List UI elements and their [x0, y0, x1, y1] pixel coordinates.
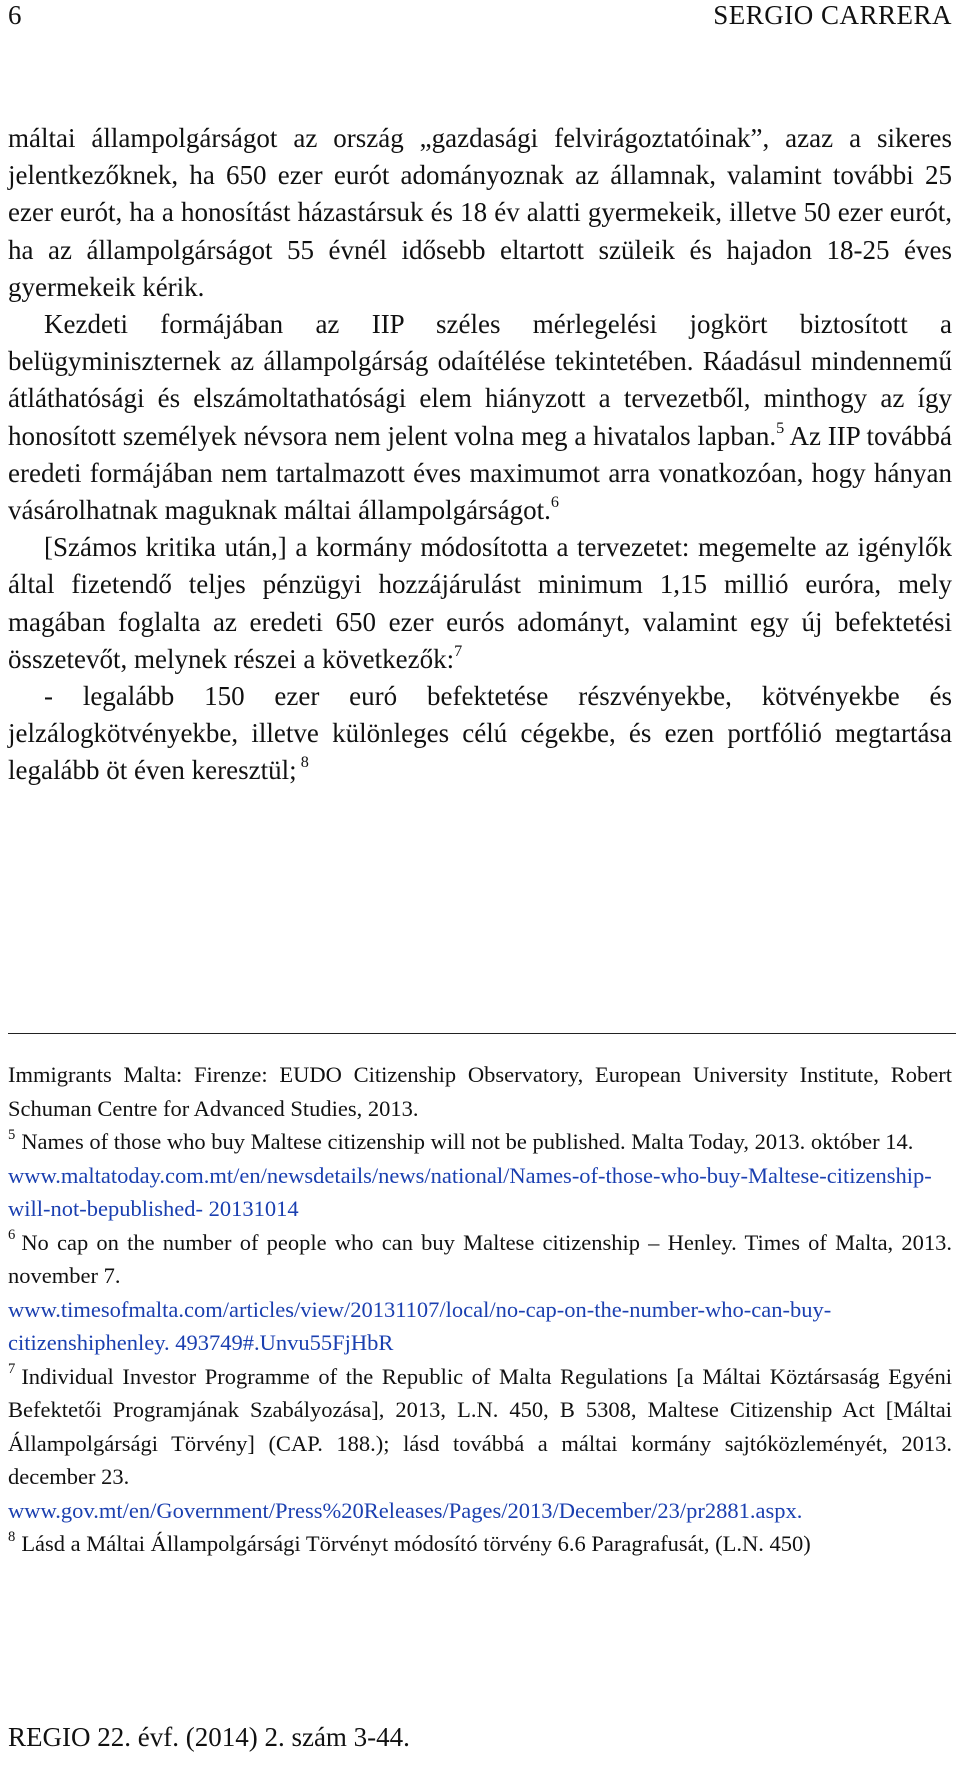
page-number: 6: [8, 0, 22, 30]
footnote-6-number: 6: [8, 1227, 16, 1244]
paragraph-1: máltai állampolgárságot az ország „gazdasági felvirágoztatóinak”, azaz a sikeres jelentkezőknek, ha 650 ezer eurót adományoznak az államnak, valamint további 25 ezer eurót, ha a honosítást házastársuk és 18 év alatti gyermekeik, illetve 50 ezer eurót, ha az állampolgárságot 55 évnél idősebb eltartott szüleik és hajadon 18-25 éves gyermekeik kérik.: [8, 123, 952, 302]
paragraph-3-text: [Számos kritika után,] a kormány módosította a tervezetet: megemelte az igénylők által fizetendő teljes pénzügyi hozzájárulást minimum 1,15 millió euróra, mely magában foglalta az eredeti 650 ezer eurós adományt, valamint egy új befektetési összetevőt, melynek részei a következők:: [8, 532, 952, 674]
footnote-8-number: 8: [8, 1528, 16, 1545]
footnote-8-text: Lásd a Máltai Állampolgársági Törvényt módosító törvény 6.6 Paragrafusát, (L.N. 450): [21, 1531, 811, 1556]
paragraph-4-text: - legalább 150 ezer euró befektetése részvényekbe, kötvényekbe és jelzálogkötvényekbe, illetve különleges célú cégekbe, és ezen portfólió megtartása legalább öt éven keresztül;: [8, 681, 952, 786]
paragraph-4: [8, 678, 952, 790]
paragraph-2-part-b: Az IIP továbbá eredeti formájában nem tartalmazott éves maximumot arra vonatkozóan, hogy hányan vásárolhatnak maguknak máltai állampolgárságot.: [8, 420, 952, 526]
paragraph-2-part-a: Kezdeti formájában az IIP széles mérlegelési jogkört biztosított a belügyminiszternek az állampolgárság odaítélése tekintetében. Ráadásul mindennemű átláthatósági és elszámoltathatósági elem hiányzott a tervezetből, minthogy az így honosított személyek névsora nem jelent volna meg a hivatalos lapban.: [8, 309, 952, 451]
footnote-6-text: No cap on the number of people who can buy Maltese citizenship – Henley. Times of Malta, 2013. november 7.: [8, 1229, 952, 1288]
footnote-5-text: Names of those who buy Maltese citizenship will not be published. Malta Today, 2013. október 14.: [21, 1129, 914, 1154]
footnote-8: [8, 1527, 952, 1561]
footnote-7-text: Individual Investor Programme of the Republic of Malta Regulations [a Máltai Köztársaság Egyéni Befektetői Programjának Szabályozása], 2013, L.N. 450, B 5308, Maltese Citizenship Act [Máltai Állampolgársági Törvény] (CAP. 188.); lásd továbbá a máltai kormány sajtóközleményét, 2013. december 23.: [8, 1363, 952, 1489]
footnote-7: [8, 1360, 952, 1494]
footnote-6-link[interactable]: www.timesofmalta.com/articles/view/20131107/local/no-cap-on-the-number-who-can-buy-citizenshiphenley. 493749#.Unvu55FjHbR: [8, 1296, 832, 1355]
footnote-ref-6[interactable]: 6: [550, 492, 559, 511]
paragraph-2: [8, 306, 952, 529]
footnotes: [8, 1058, 952, 1561]
footnote-5-number: 5: [8, 1126, 16, 1143]
footnote-6: [8, 1226, 952, 1293]
footnote-7-link[interactable]: www.gov.mt/en/Government/Press%20Releases/Pages/2013/December/23/pr2881.aspx.: [8, 1497, 803, 1523]
page-footer-citation: REGIO 22. évf. (2014) 2. szám 3-44.: [8, 1722, 410, 1752]
footnote-5-link[interactable]: www.maltatoday.com.mt/en/newsdetails/news/national/Names-of-those-who-buy-Maltese-citizenship-will-not-bepublished- 20131014: [8, 1162, 932, 1221]
running-header: [0, 0, 960, 40]
footnote-7-number: 7: [8, 1361, 16, 1378]
footnote-ref-8[interactable]: 8: [296, 753, 309, 772]
footnote-separator: [8, 1033, 956, 1034]
running-header-author: SERGIO CARRERA: [713, 0, 952, 30]
footnote-5: [8, 1125, 952, 1159]
footnote-continuation: Immigrants Malta: Firenze: EUDO Citizenship Observatory, European University Institute, Robert Schuman Centre for Advanced Studies, 2013.: [8, 1062, 952, 1121]
paragraph-3: [8, 529, 952, 678]
footnote-ref-7[interactable]: 7: [454, 641, 463, 660]
body-text: [8, 120, 952, 790]
footnote-ref-5[interactable]: 5: [776, 418, 785, 437]
